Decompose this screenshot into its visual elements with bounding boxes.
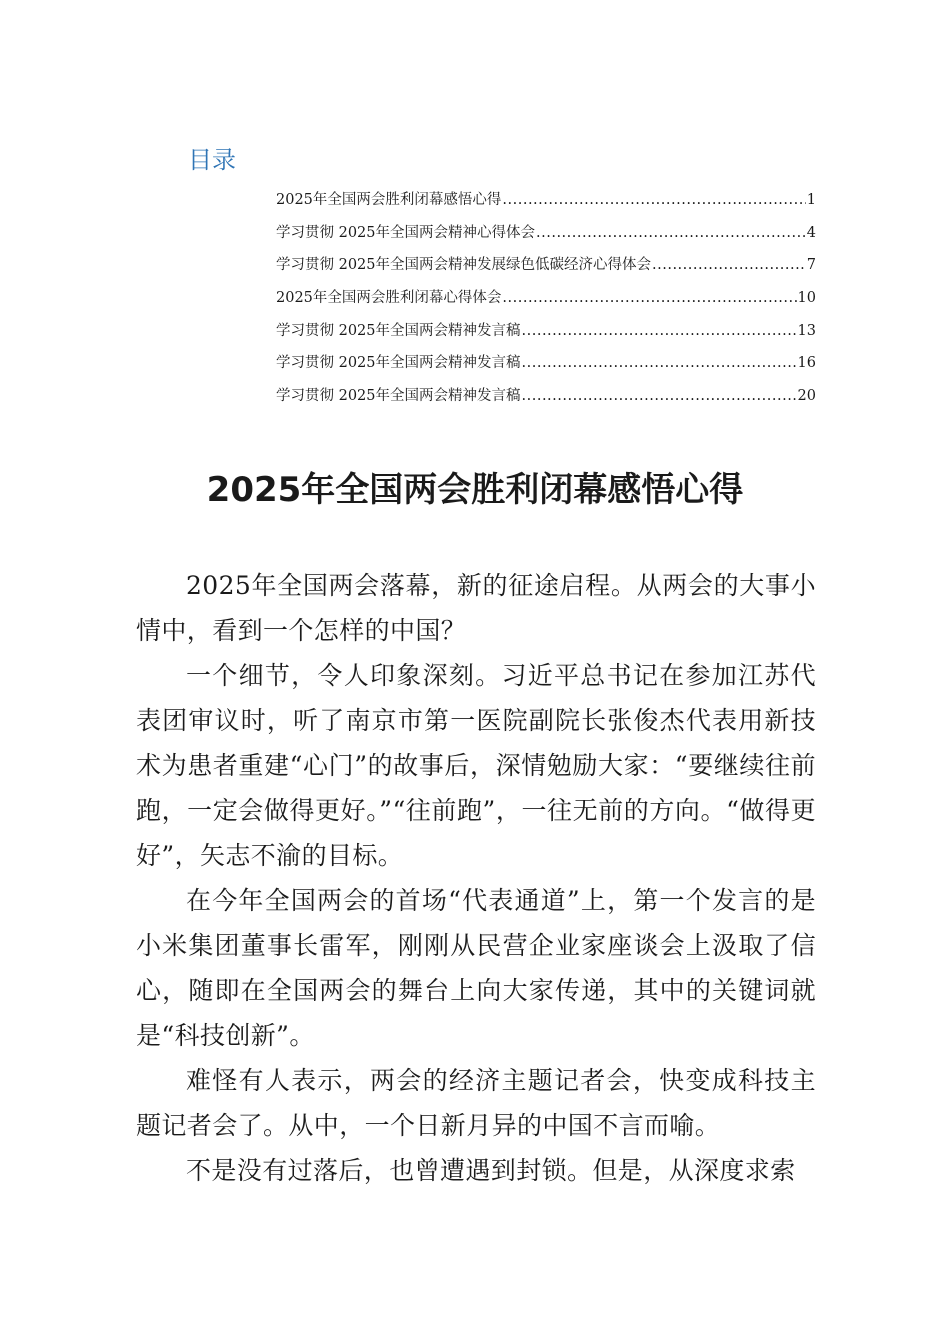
toc-item-page: 1 (806, 192, 816, 208)
body-paragraph: 在今年全国两会的首场“代表通道”上，第一个发言的是小米集团董事长雷军，刚刚从民营企业家座谈会上汲取了信心，随即在全国两会的舞台上向大家传递，其中的关键词就是“科技创新”。 (136, 886, 816, 1050)
toc-item-title[interactable]: 学习贯彻 2025年全国两会精神心得体会 (276, 224, 536, 241)
toc-dot-leader (522, 380, 797, 413)
document-body (136, 563, 816, 1193)
document-title: 2025年全国两会胜利闭幕感悟心得 (206, 470, 744, 510)
toc-dot-leader (502, 282, 796, 315)
toc-item-page: 20 (797, 388, 816, 405)
toc-dot-leader (522, 347, 797, 380)
toc-dot-leader (502, 184, 805, 217)
toc-item-page: 7 (806, 257, 816, 274)
toc-item-title[interactable]: 2025年全国两会胜利闭幕心得体会 (276, 290, 502, 307)
toc-item-title[interactable]: 学习贯彻 2025年全国两会精神发展绿色低碳经济心得体会 (276, 257, 652, 274)
table-of-contents (276, 184, 816, 413)
toc-item-page: 16 (797, 355, 816, 372)
toc-dot-leader (536, 217, 806, 250)
toc-item-page: 4 (806, 224, 816, 241)
toc-item[interactable] (276, 184, 816, 217)
body-paragraph: 2025年全国两会落幕，新的征途启程。从两会的大事小情中，看到一个怎样的中国？ (136, 571, 816, 645)
toc-item[interactable] (276, 217, 816, 250)
toc-item-title[interactable]: 2025年全国两会胜利闭幕感悟心得 (276, 192, 502, 208)
toc-item[interactable] (276, 380, 816, 413)
toc-item[interactable] (276, 249, 816, 282)
toc-dot-leader (652, 249, 806, 282)
toc-item[interactable] (276, 347, 816, 380)
body-paragraph: 难怪有人表示，两会的经济主题记者会，快变成科技主题记者会了。从中，一个日新月异的中国不言而喻。 (136, 1066, 816, 1140)
toc-item-title[interactable]: 学习贯彻 2025年全国两会精神发言稿 (276, 388, 521, 405)
toc-dot-leader (522, 315, 797, 348)
toc-heading: 目录 (188, 146, 236, 174)
toc-item-title[interactable]: 学习贯彻 2025年全国两会精神发言稿 (276, 322, 521, 339)
toc-item[interactable] (276, 315, 816, 348)
body-paragraph: 不是没有过落后，也曾遭遇到封锁。但是，从深度求索 (186, 1156, 796, 1185)
toc-item-title[interactable]: 学习贯彻 2025年全国两会精神发言稿 (276, 355, 521, 372)
toc-item-page: 10 (797, 290, 816, 307)
body-paragraph: 一个细节，令人印象深刻。习近平总书记在参加江苏代表团审议时，听了南京市第一医院副院长张俊杰代表用新技术为患者重建“心门”的故事后，深情勉励大家：“要继续往前跑，一定会做得更好。”“往前跑”，一往无前的方向。“做得更好”，矢志不渝的目标。 (136, 661, 816, 870)
toc-item[interactable] (276, 282, 816, 315)
toc-item-page: 13 (797, 322, 816, 339)
